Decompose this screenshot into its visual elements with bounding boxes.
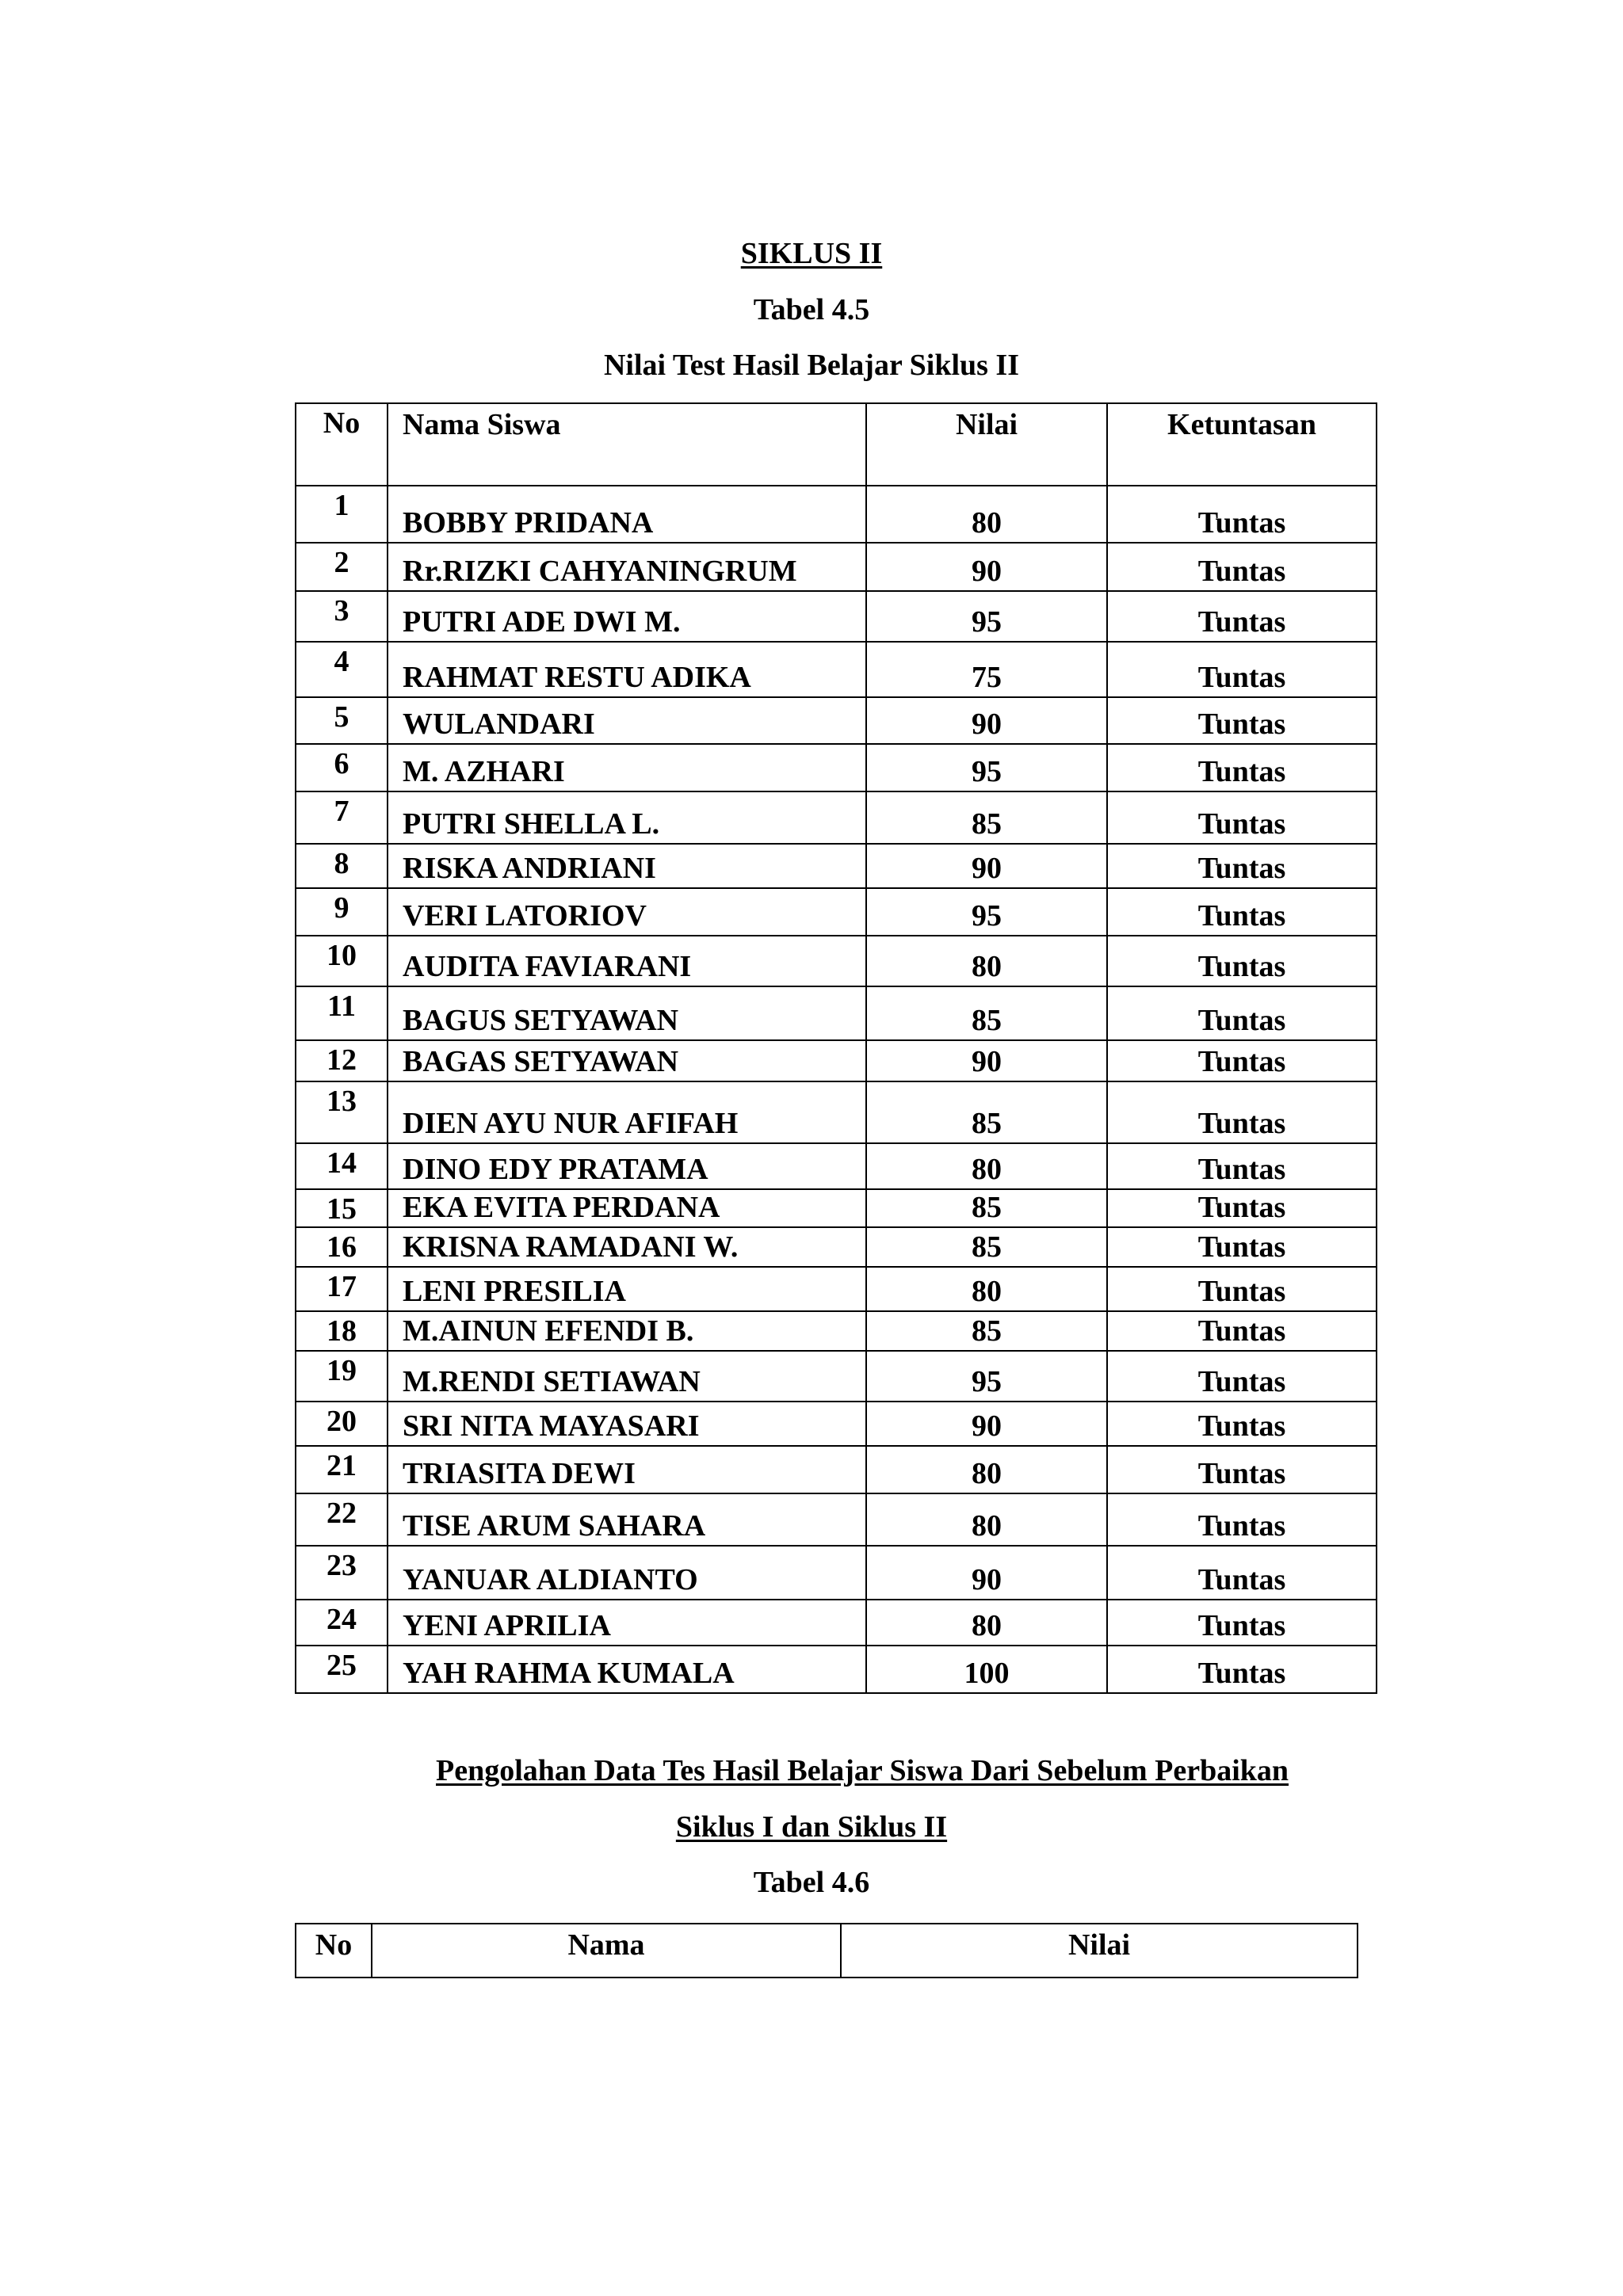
table-row	[296, 986, 1377, 1040]
header-status: Ketuntasan	[1107, 403, 1377, 486]
table-row	[296, 1143, 1377, 1189]
completion-status: Tuntas	[1107, 844, 1377, 888]
student-score: 95	[866, 744, 1107, 791]
student-score: 80	[866, 1446, 1107, 1493]
row-no: 6	[296, 744, 388, 791]
table-row	[296, 936, 1377, 986]
completion-status: Tuntas	[1107, 1600, 1377, 1646]
table-row	[296, 1646, 1377, 1693]
student-name: DIEN AYU NUR AFIFAH	[388, 1081, 866, 1143]
row-no: 10	[296, 936, 388, 986]
row-no: 16	[296, 1227, 388, 1267]
student-score: 85	[866, 986, 1107, 1040]
completion-status: Tuntas	[1107, 486, 1377, 543]
table-row	[296, 1493, 1377, 1546]
table-row	[296, 744, 1377, 791]
table-row	[296, 591, 1377, 642]
row-no: 4	[296, 642, 388, 697]
student-score: 80	[866, 936, 1107, 986]
header-score: Nilai	[841, 1924, 1358, 1978]
completion-status: Tuntas	[1107, 1227, 1377, 1267]
student-name: EKA EVITA PERDANA	[388, 1189, 866, 1227]
row-no: 12	[296, 1040, 388, 1081]
header-name: Nama Siswa	[388, 403, 866, 486]
student-score: 80	[866, 486, 1107, 543]
completion-status: Tuntas	[1107, 1351, 1377, 1402]
row-no: 21	[296, 1446, 388, 1493]
student-name: TISE ARUM SAHARA	[388, 1493, 866, 1546]
student-score: 85	[866, 791, 1107, 844]
table-row	[296, 1189, 1377, 1227]
completion-status: Tuntas	[1107, 888, 1377, 936]
row-no: 5	[296, 697, 388, 744]
table-row	[296, 844, 1377, 888]
row-no: 19	[296, 1351, 388, 1402]
table-row	[296, 1040, 1377, 1081]
row-no: 9	[296, 888, 388, 936]
student-score: 95	[866, 888, 1107, 936]
student-score: 85	[866, 1081, 1107, 1143]
student-name: BAGUS SETYAWAN	[388, 986, 866, 1040]
student-name: Rr.RIZKI CAHYANINGRUM	[388, 543, 866, 591]
student-name: BAGAS SETYAWAN	[388, 1040, 866, 1081]
table-row	[296, 1351, 1377, 1402]
completion-status: Tuntas	[1107, 791, 1377, 844]
table-row	[296, 1402, 1377, 1446]
student-name: PUTRI ADE DWI M.	[388, 591, 866, 642]
student-name: SRI NITA MAYASARI	[388, 1402, 866, 1446]
table-row	[296, 1311, 1377, 1351]
completion-status: Tuntas	[1107, 1081, 1377, 1143]
row-no: 13	[296, 1081, 388, 1143]
table-row	[296, 1227, 1377, 1267]
completion-status: Tuntas	[1107, 936, 1377, 986]
completion-status: Tuntas	[1107, 1402, 1377, 1446]
student-name: YANUAR ALDIANTO	[388, 1546, 866, 1600]
student-name: M.RENDI SETIAWAN	[388, 1351, 866, 1402]
row-no: 7	[296, 791, 388, 844]
section-title: SIKLUS II	[740, 237, 883, 270]
section-2-title-line-1: Pengolahan Data Tes Hasil Belajar Siswa Dari Sebelum Perbaikan	[436, 1754, 1289, 1787]
table-4-5-caption: Tabel 4.5	[753, 293, 870, 326]
completion-status: Tuntas	[1107, 1493, 1377, 1546]
student-name: M.AINUN EFENDI B.	[388, 1311, 866, 1351]
student-name: YAH RAHMA KUMALA	[388, 1646, 866, 1693]
row-no: 3	[296, 591, 388, 642]
student-name: M. AZHARI	[388, 744, 866, 791]
table-4-6-caption: Tabel 4.6	[753, 1866, 870, 1899]
completion-status: Tuntas	[1107, 697, 1377, 744]
student-score: 90	[866, 1546, 1107, 1600]
table-row	[296, 1267, 1377, 1311]
student-score: 80	[866, 1493, 1107, 1546]
header-name: Nama	[372, 1924, 841, 1978]
header-no: No	[296, 1924, 372, 1978]
student-score: 90	[866, 844, 1107, 888]
student-score: 100	[866, 1646, 1107, 1693]
completion-status: Tuntas	[1107, 1040, 1377, 1081]
completion-status: Tuntas	[1107, 986, 1377, 1040]
table-row	[296, 543, 1377, 591]
student-name: DINO EDY PRATAMA	[388, 1143, 866, 1189]
section-2-title-line-2: Siklus I dan Siklus II	[675, 1810, 948, 1844]
table-4-5-title: Nilai Test Hasil Belajar Siklus II	[603, 349, 1020, 382]
score-table-4-5	[295, 402, 1377, 1694]
row-no: 15	[296, 1189, 388, 1227]
student-name: YENI APRILIA	[388, 1600, 866, 1646]
student-name: AUDITA FAVIARANI	[388, 936, 866, 986]
student-score: 85	[866, 1189, 1107, 1227]
student-name: LENI PRESILIA	[388, 1267, 866, 1311]
table-row	[296, 486, 1377, 543]
student-name: KRISNA RAMADANI W.	[388, 1227, 866, 1267]
row-no: 17	[296, 1267, 388, 1311]
student-name: PUTRI SHELLA L.	[388, 791, 866, 844]
row-no: 18	[296, 1311, 388, 1351]
table-row	[296, 697, 1377, 744]
completion-status: Tuntas	[1107, 1267, 1377, 1311]
student-score: 95	[866, 1351, 1107, 1402]
student-score: 90	[866, 543, 1107, 591]
student-name: WULANDARI	[388, 697, 866, 744]
row-no: 1	[296, 486, 388, 543]
student-score: 80	[866, 1267, 1107, 1311]
student-score: 90	[866, 1040, 1107, 1081]
completion-status: Tuntas	[1107, 591, 1377, 642]
student-name: TRIASITA DEWI	[388, 1446, 866, 1493]
completion-status: Tuntas	[1107, 1311, 1377, 1351]
completion-status: Tuntas	[1107, 543, 1377, 591]
header-no: No	[296, 403, 388, 486]
student-name: BOBBY PRIDANA	[388, 486, 866, 543]
table-row	[296, 642, 1377, 697]
table-row	[296, 1546, 1377, 1600]
row-no: 14	[296, 1143, 388, 1189]
student-name: RAHMAT RESTU ADIKA	[388, 642, 866, 697]
table-row	[296, 1081, 1377, 1143]
row-no: 24	[296, 1600, 388, 1646]
table-row	[296, 1600, 1377, 1646]
row-no: 25	[296, 1646, 388, 1693]
student-name: RISKA ANDRIANI	[388, 844, 866, 888]
completion-status: Tuntas	[1107, 1546, 1377, 1600]
student-score: 85	[866, 1227, 1107, 1267]
header-score: Nilai	[866, 403, 1107, 486]
score-table-4-6	[295, 1923, 1358, 1978]
student-name: VERI LATORIOV	[388, 888, 866, 936]
completion-status: Tuntas	[1107, 1646, 1377, 1693]
table-row	[296, 888, 1377, 936]
student-score: 80	[866, 1143, 1107, 1189]
completion-status: Tuntas	[1107, 642, 1377, 697]
completion-status: Tuntas	[1107, 1143, 1377, 1189]
row-no: 8	[296, 844, 388, 888]
row-no: 20	[296, 1402, 388, 1446]
row-no: 11	[296, 986, 388, 1040]
table-header-row	[296, 1924, 1358, 1978]
student-score: 75	[866, 642, 1107, 697]
row-no: 23	[296, 1546, 388, 1600]
student-score: 95	[866, 591, 1107, 642]
student-score: 90	[866, 697, 1107, 744]
completion-status: Tuntas	[1107, 1189, 1377, 1227]
completion-status: Tuntas	[1107, 1446, 1377, 1493]
completion-status: Tuntas	[1107, 744, 1377, 791]
table-row	[296, 791, 1377, 844]
row-no: 2	[296, 543, 388, 591]
student-score: 85	[866, 1311, 1107, 1351]
student-score: 90	[866, 1402, 1107, 1446]
student-score: 80	[866, 1600, 1107, 1646]
table-header-row	[296, 403, 1377, 486]
row-no: 22	[296, 1493, 388, 1546]
table-row	[296, 1446, 1377, 1493]
